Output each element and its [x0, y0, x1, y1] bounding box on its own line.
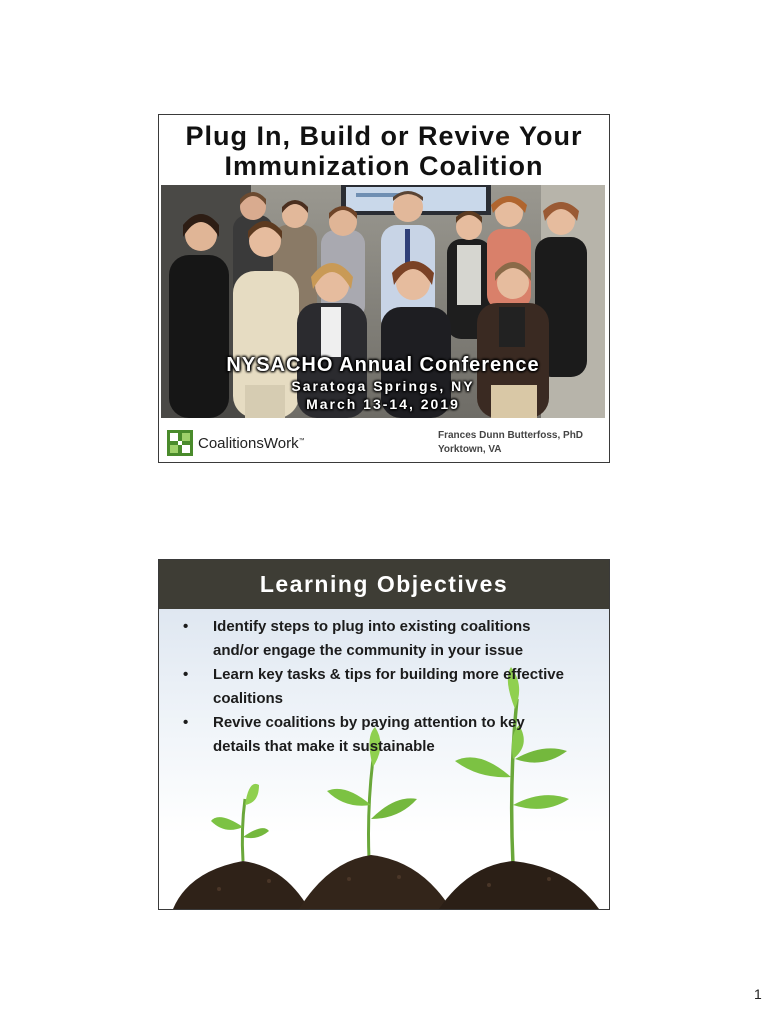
page-number: 1 [754, 986, 762, 1002]
objective-item [179, 615, 599, 663]
presenter-name: Frances Dunn Butterfoss, PhD [438, 430, 584, 441]
objective-line: Identify steps to plug into existing coalitions [213, 618, 531, 635]
objective-line: details that make it sustainable [213, 738, 435, 755]
bullet-marker: • [183, 618, 189, 635]
logo-wordmark-text: CoalitionsWork [198, 434, 299, 452]
soil-mounds [173, 855, 599, 909]
coalitionswork-logo-icon [167, 430, 193, 456]
presenter-location: Yorktown, VA [438, 444, 502, 455]
slide-1-title [159, 121, 609, 181]
group-photo [161, 185, 605, 418]
objective-line: and/or engage the community in your issue [213, 642, 524, 659]
conference-location: Saratoga Springs, NY [291, 378, 475, 394]
logo-trademark: ™ [298, 437, 305, 444]
slide-2 [158, 559, 610, 910]
title-line-2: Immunization Coalition [224, 151, 544, 181]
slide-2-body [159, 609, 609, 909]
objectives-list [179, 615, 599, 759]
objective-line: Revive coalitions by paying attention to key [213, 714, 525, 731]
conference-dates: March 13-14, 2019 [306, 396, 460, 412]
bullet-marker: • [183, 714, 189, 731]
objective-item [179, 711, 599, 759]
conference-info [161, 353, 605, 413]
logo-wordmark [198, 435, 305, 452]
seedling-small [211, 784, 269, 861]
slide-1 [158, 114, 610, 463]
objective-line: coalitions [213, 690, 284, 707]
slide-2-title: Learning Objectives [159, 560, 609, 609]
objective-line: Learn key tasks & tips for building more effective [213, 666, 564, 683]
presenter-info [438, 429, 583, 457]
objective-item [179, 663, 599, 711]
title-line-1: Plug In, Build or Revive Your [185, 121, 583, 151]
conference-title: NYSACHO Annual Conference [226, 354, 540, 376]
coalitionswork-logo [167, 430, 305, 456]
bullet-marker: • [183, 666, 189, 683]
